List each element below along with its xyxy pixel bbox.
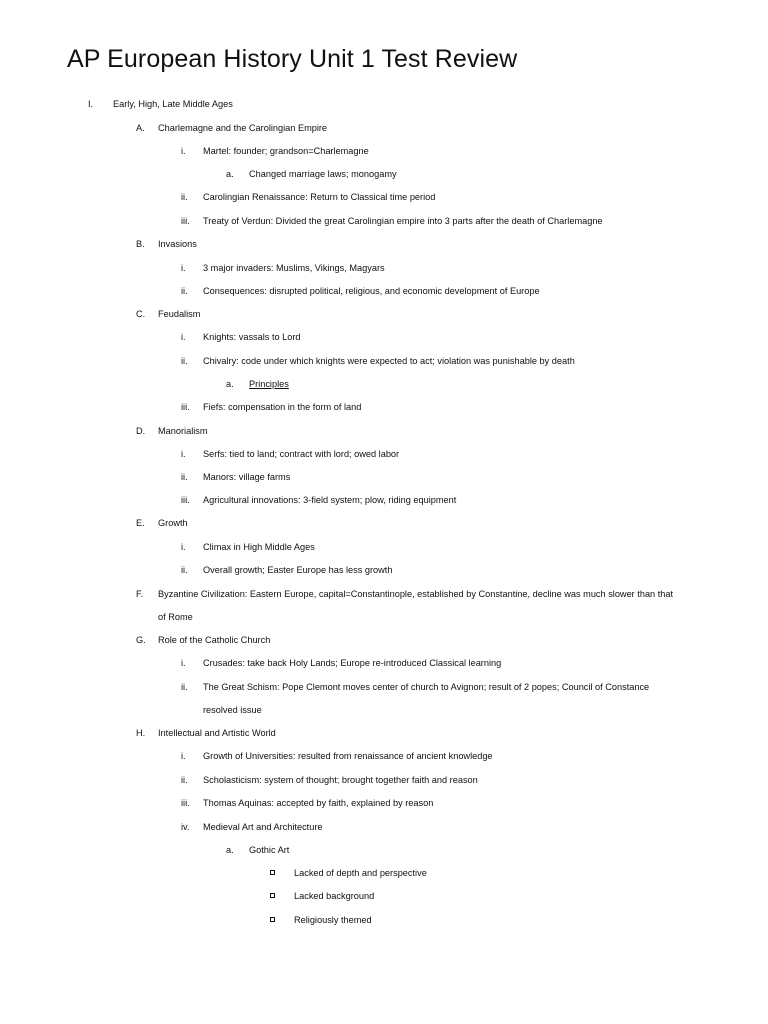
outline-marker: ii.	[181, 286, 188, 296]
outline-marker: D.	[136, 426, 146, 436]
outline-text: Feudalism	[158, 309, 201, 319]
outline-marker: C.	[136, 309, 146, 319]
outline-text: Consequences: disrupted political, religious, and economic development of Europe	[203, 286, 540, 296]
outline-marker: iii.	[181, 216, 190, 226]
outline-text: Role of the Catholic Church	[158, 635, 271, 645]
outline-text: Medieval Art and Architecture	[203, 822, 323, 832]
outline-marker: ii.	[181, 356, 188, 366]
outline-text: Climax in High Middle Ages	[203, 542, 315, 552]
outline-marker: ii.	[181, 682, 188, 692]
bullet-text: Lacked of depth and perspective	[294, 868, 427, 878]
outline-text: Agricultural innovations: 3-field system; plow, riding equipment	[203, 495, 457, 505]
outline-text: Scholasticism: system of thought; brought together faith and reason	[203, 775, 478, 785]
outline-marker: B.	[136, 239, 145, 249]
outline-marker: A.	[136, 123, 145, 133]
outline-marker: iii.	[181, 495, 190, 505]
outline-text: Charlemagne and the Carolingian Empire	[158, 123, 328, 133]
outline-text: Early, High, Late Middle Ages	[113, 99, 233, 109]
outline-text: The Great Schism: Pope Clemont moves center of church to Avignon; result of 2 popes; Council of Constance	[203, 682, 650, 692]
outline-text: Invasions	[158, 239, 197, 249]
square-bullet-icon	[270, 917, 275, 922]
outline-text: Knights: vassals to Lord	[203, 332, 301, 342]
outline-text: Chivalry: code under which knights were expected to act; violation was punishable by death	[203, 356, 575, 366]
outline-marker: E.	[136, 518, 145, 528]
principles-heading: Principles	[249, 379, 289, 389]
document-title: AP European History Unit 1 Test Review	[67, 45, 518, 73]
bullet-text: Religiously themed	[294, 915, 372, 925]
outline-marker: ii.	[181, 192, 188, 202]
outline-marker: a.	[226, 169, 234, 179]
outline-marker: i.	[181, 263, 186, 273]
outline-text: Martel: founder; grandson=Charlemagne	[203, 146, 369, 156]
square-bullet-icon	[270, 893, 275, 898]
outline-marker: G.	[136, 635, 146, 645]
outline-text: 3 major invaders: Muslims, Vikings, Magyars	[203, 263, 385, 273]
outline-text-continued: resolved issue	[203, 705, 262, 715]
outline-marker: ii.	[181, 565, 188, 575]
outline-marker: ii.	[181, 775, 188, 785]
outline-marker: iii.	[181, 798, 190, 808]
outline-text: Growth of Universities: resulted from renaissance of ancient knowledge	[203, 751, 493, 761]
outline-text: Gothic Art	[249, 845, 290, 855]
outline-text: Intellectual and Artistic World	[158, 728, 276, 738]
square-bullet-icon	[270, 870, 275, 875]
outline-marker: i.	[181, 751, 186, 761]
outline-marker: F.	[136, 589, 144, 599]
outline-marker: I.	[88, 99, 94, 109]
outline-text: Growth	[158, 518, 188, 528]
outline-text: Thomas Aquinas: accepted by faith, explained by reason	[203, 798, 434, 808]
outline-marker: iii.	[181, 402, 190, 412]
outline-text-continued: of Rome	[158, 612, 193, 622]
outline-marker: i.	[181, 449, 186, 459]
outline-marker: i.	[181, 658, 186, 668]
outline-text: Manors: village farms	[203, 472, 291, 482]
outline-marker: i.	[181, 146, 186, 156]
outline-text: Changed marriage laws; monogamy	[249, 169, 397, 179]
outline-text: Overall growth; Easter Europe has less growth	[203, 565, 393, 575]
outline-text: Serfs: tied to land; contract with lord; owed labor	[203, 449, 400, 459]
outline-marker: a.	[226, 845, 234, 855]
outline-marker: H.	[136, 728, 146, 738]
outline-marker: i.	[181, 332, 186, 342]
outline-text: Treaty of Verdun: Divided the great Carolingian empire into 3 parts after the death of Charlemagne	[203, 216, 603, 226]
outline-marker: ii.	[181, 472, 188, 482]
outline-marker: a.	[226, 379, 234, 389]
outline-marker: i.	[181, 542, 186, 552]
outline-text: Manorialism	[158, 426, 208, 436]
bullet-text: Lacked background	[294, 891, 375, 901]
outline-text: Carolingian Renaissance: Return to Classical time period	[203, 192, 436, 202]
outline-text: Byzantine Civilization: Eastern Europe, capital=Constantinople, established by Constantine, decline was much slower than that	[158, 589, 674, 599]
outline-marker: iv.	[181, 822, 190, 832]
outline-text: Crusades: take back Holy Lands; Europe re-introduced Classical learning	[203, 658, 502, 668]
outline-text: Fiefs: compensation in the form of land	[203, 402, 362, 412]
